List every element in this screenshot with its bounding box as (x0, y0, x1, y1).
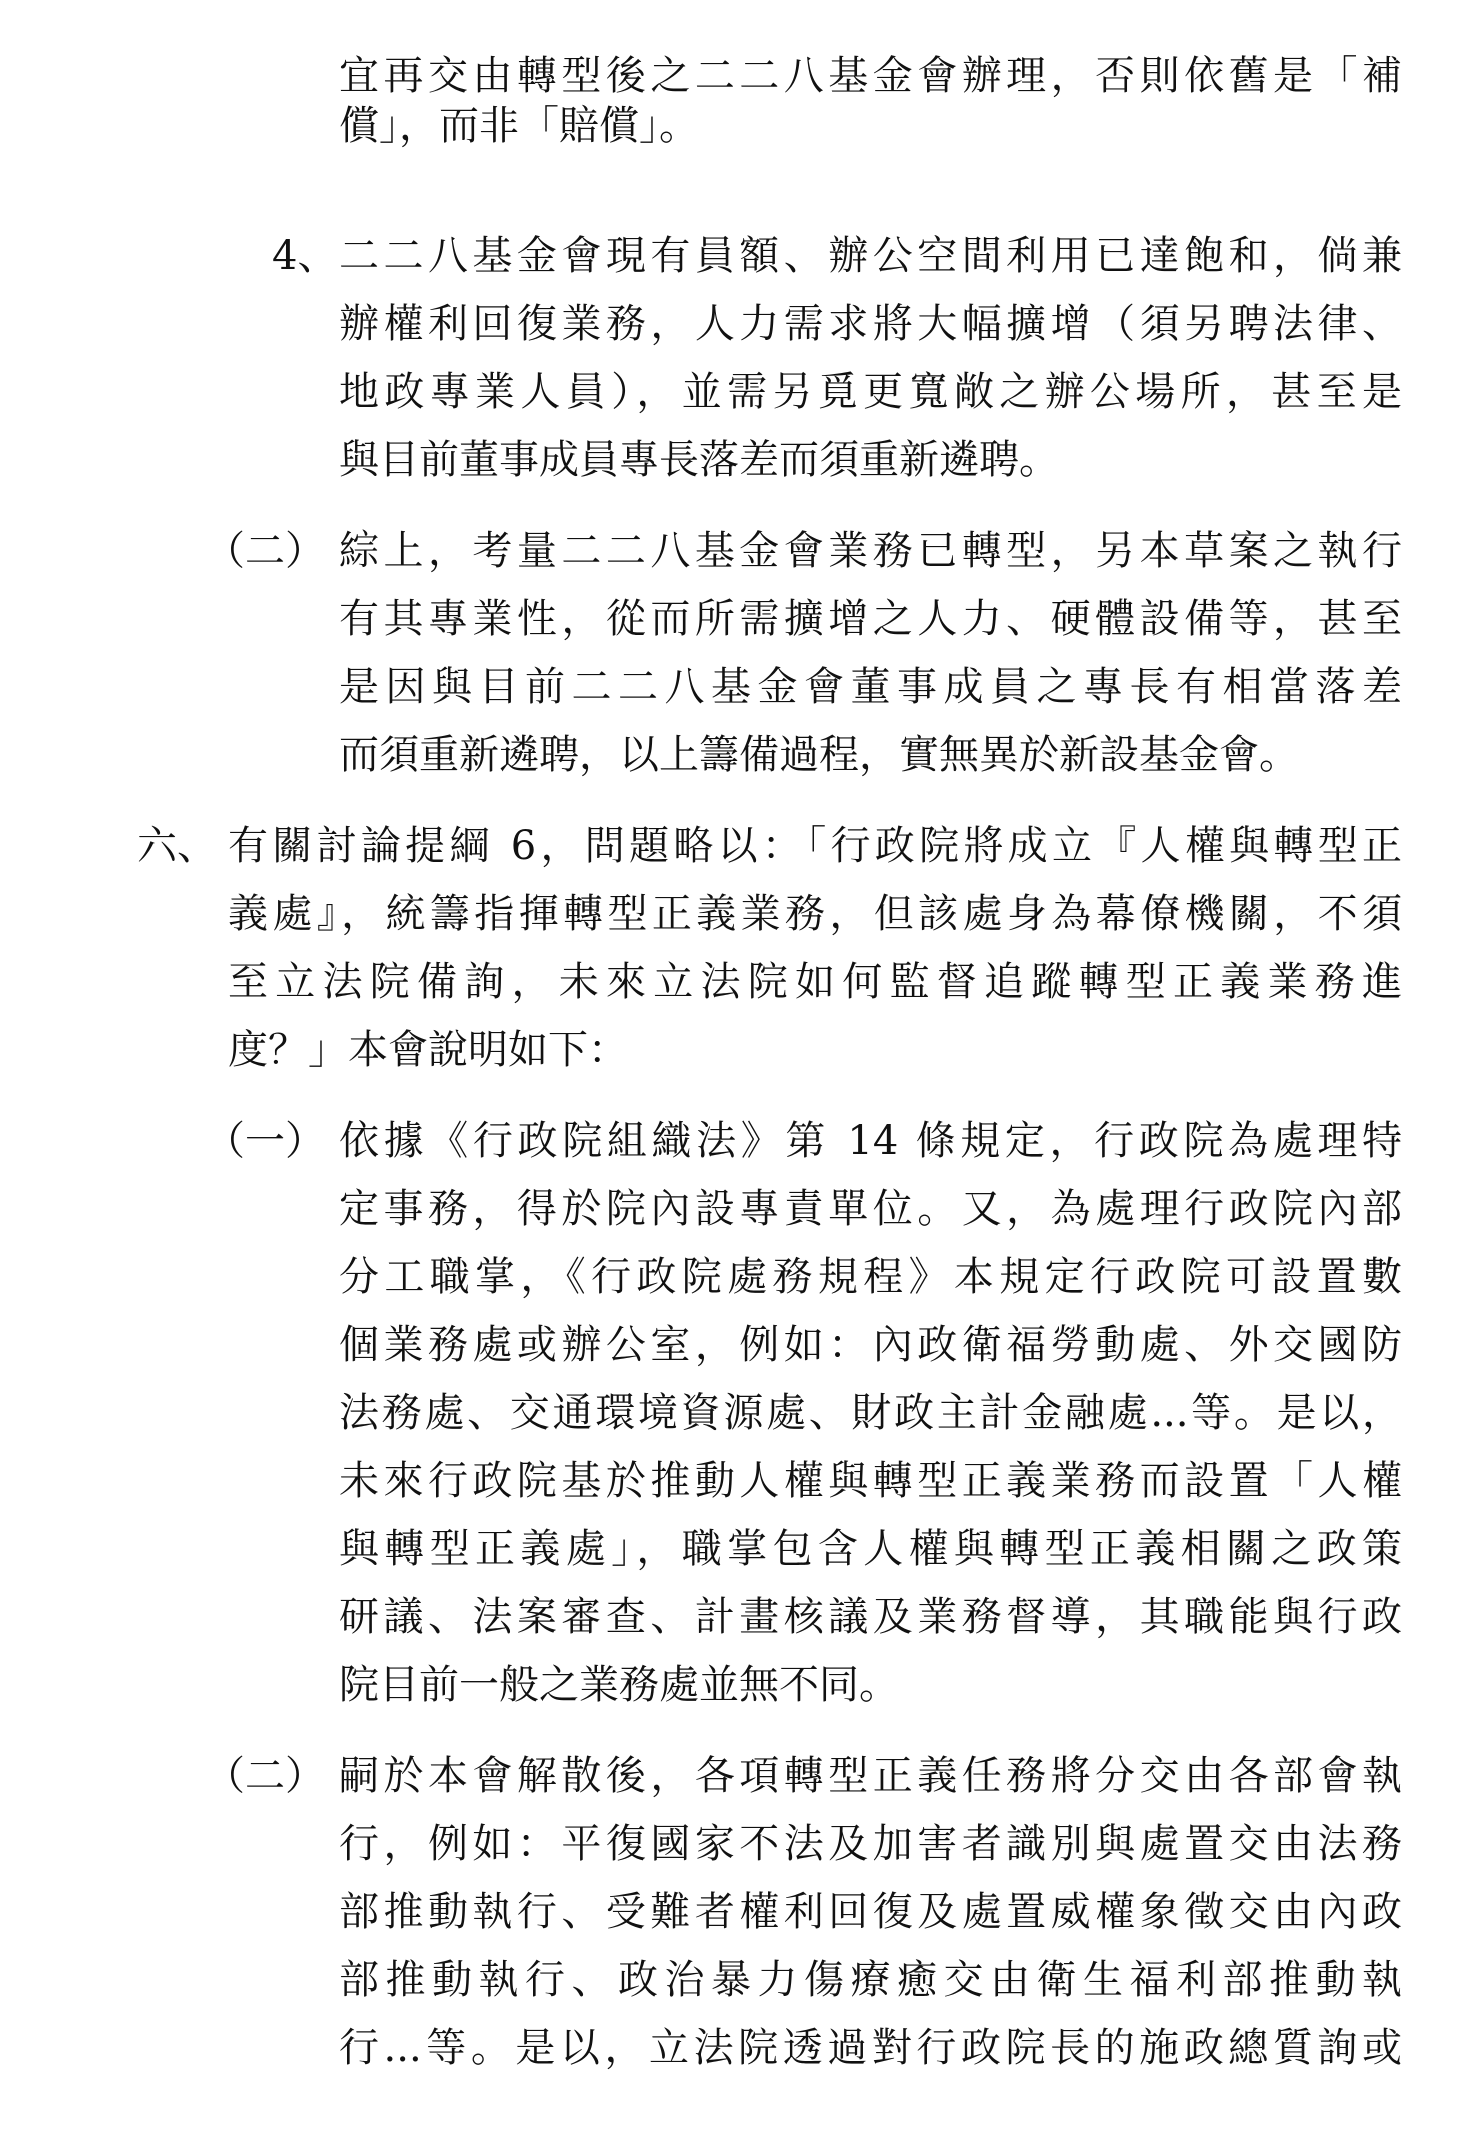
paragraph-line: 至立法院備詢，未來立法院如何監督追蹤轉型正義業務進 (228, 959, 1402, 1005)
paragraph-line: 辦權利回復業務，人力需求將大幅擴增（須另聘法律、 (339, 301, 1402, 347)
list-marker: （二） (205, 528, 325, 574)
paragraph-line: 部推動執行、受難者權利回復及處置威權象徵交由內政 (339, 1889, 1402, 1935)
paragraph-line: 法務處、交通環境資源處、財政主計金融處...等。是以， (339, 1390, 1402, 1436)
paragraph-line: 未來行政院基於推動人權與轉型正義業務而設置「人權 (339, 1458, 1402, 1504)
section-marker: 六、 (137, 823, 217, 869)
paragraph-line: 宜再交由轉型後之二二八基金會辦理，否則依舊是「補 (339, 53, 1402, 99)
list-marker: （二） (205, 1753, 325, 1799)
paragraph-line: 行，例如：平復國家不法及加害者識別與處置交由法務 (339, 1821, 1402, 1867)
paragraph-line: 而須重新遴聘，以上籌備過程，實無異於新設基金會。 (339, 732, 1299, 778)
paragraph-line: 償」，而非「賠償」。 (339, 103, 699, 149)
paragraph-line: 義處』，統籌指揮轉型正義業務，但該處身為幕僚機關，不須 (228, 891, 1402, 937)
paragraph-line: 有其專業性，從而所需擴增之人力、硬體設備等，甚至 (339, 596, 1402, 642)
paragraph-line: 與目前董事成員專長落差而須重新遴聘。 (339, 437, 1059, 483)
paragraph-line: 是因與目前二二八基金會董事成員之專長有相當落差 (339, 664, 1402, 710)
paragraph-line: 有關討論提綱 6，問題略以：「行政院將成立『人權與轉型正 (228, 823, 1402, 869)
paragraph-line: 院目前一般之業務處並無不同。 (339, 1662, 899, 1708)
paragraph-line: 地政專業人員），並需另覓更寬敞之辦公場所，甚至是 (339, 369, 1402, 415)
paragraph-line: 綜上，考量二二八基金會業務已轉型，另本草案之執行 (339, 528, 1402, 574)
paragraph-line: 部推動執行、政治暴力傷療癒交由衛生福利部推動執 (339, 1957, 1402, 2003)
paragraph-line: 與轉型正義處」，職掌包含人權與轉型正義相關之政策 (339, 1526, 1402, 1572)
paragraph-line: 定事務，得於院內設專責單位。又，為處理行政院內部 (339, 1186, 1402, 1232)
paragraph-line: 依據《行政院組織法》第 14 條規定，行政院為處理特 (339, 1118, 1402, 1164)
paragraph-line: 行...等。是以，立法院透過對行政院長的施政總質詢或 (339, 2025, 1402, 2071)
paragraph-line: 研議、法案審查、計畫核議及業務督導，其職能與行政 (339, 1594, 1402, 1640)
paragraph-line: 二二八基金會現有員額、辦公空間利用已達飽和，倘兼 (339, 233, 1402, 279)
paragraph-line: 度？」本會說明如下： (228, 1027, 628, 1073)
list-marker: （一） (205, 1118, 325, 1164)
paragraph-line: 嗣於本會解散後，各項轉型正義任務將分交由各部會執 (339, 1753, 1402, 1799)
paragraph-line: 個業務處或辦公室，例如：內政衛福勞動處、外交國防 (339, 1322, 1402, 1368)
paragraph-line: 分工職掌，《行政院處務規程》本規定行政院可設置數 (339, 1254, 1402, 1300)
list-marker: 4、 (272, 233, 338, 279)
